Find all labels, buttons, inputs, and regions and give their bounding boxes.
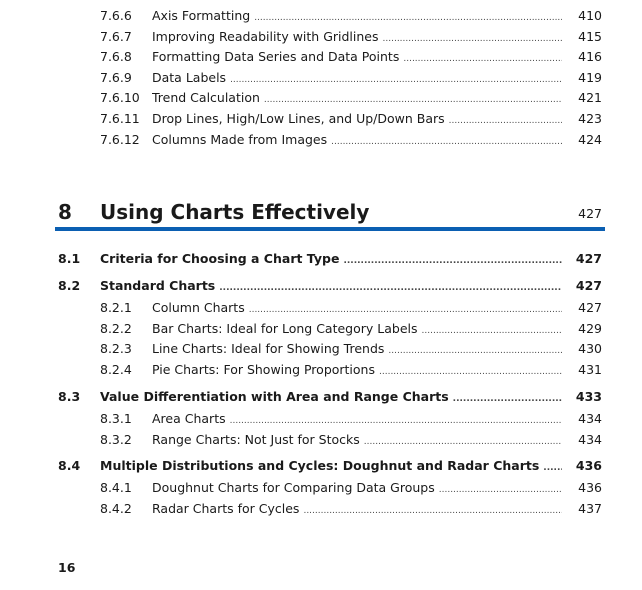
- entry-number: 8.1: [58, 251, 81, 266]
- entry-title-text: Area Charts: [152, 411, 226, 426]
- toc-subsection-entry[interactable]: [0, 109, 642, 129]
- toc-subsection-entry[interactable]: [0, 360, 642, 380]
- toc-subsection-entry[interactable]: [0, 409, 642, 429]
- entry-title: [152, 6, 562, 28]
- toc-section-entry[interactable]: [0, 387, 642, 407]
- entry-title: [152, 409, 562, 431]
- entry-title: [100, 387, 562, 409]
- toc-subsection-entry[interactable]: [0, 319, 642, 339]
- entry-number: 8.4.2: [100, 500, 132, 516]
- entry-title-text: Columns Made from Images: [152, 131, 328, 147]
- entry-page: 410: [578, 8, 602, 23]
- entry-title: [152, 298, 562, 320]
- entry-page: 433: [575, 389, 602, 404]
- dot-leader: [422, 319, 562, 341]
- dot-leader: [303, 499, 562, 521]
- dot-leader: [249, 298, 562, 320]
- entry-title: [152, 109, 562, 131]
- entry-number: 7.6.6: [100, 8, 132, 23]
- dot-leader: [449, 109, 562, 131]
- entry-number: 8.3: [58, 389, 81, 404]
- entry-title: [152, 360, 562, 382]
- entry-number: 8.2.1: [100, 300, 132, 315]
- entry-title-text: Data Labels: [152, 69, 227, 85]
- entry-title: [100, 456, 562, 478]
- toc-subsection-entry[interactable]: [0, 130, 642, 150]
- entry-title: [152, 47, 562, 69]
- entry-title-text: Criteria for Choosing a Chart Type: [100, 251, 340, 266]
- toc-section-entry[interactable]: [0, 249, 642, 269]
- entry-title-text: Line Charts: Ideal for Showing Trends: [152, 341, 385, 357]
- entry-title-text: Drop Lines, High/Low Lines, and Up/Down Bars: [152, 111, 445, 126]
- entry-title-text: Column Charts: [152, 300, 245, 315]
- chapter-page: 427: [578, 206, 602, 221]
- dot-leader: [343, 249, 562, 271]
- entry-page: 437: [578, 500, 602, 516]
- toc-subsection-entry[interactable]: [0, 339, 642, 359]
- entry-title-text: Axis Formatting: [152, 8, 251, 23]
- dot-leader: [230, 409, 562, 431]
- dot-leader: [439, 478, 562, 500]
- dot-leader: [230, 68, 562, 90]
- entry-title-text: Multiple Distributions and Cycles: Doughnut and Radar Charts: [100, 458, 540, 473]
- entry-page: 416: [578, 49, 602, 65]
- entry-number: 8.2.3: [100, 341, 132, 357]
- entry-page: 424: [578, 131, 602, 147]
- dot-leader: [379, 360, 562, 382]
- entry-title-text: Standard Charts: [100, 278, 216, 293]
- entry-number: 8.2: [58, 278, 81, 293]
- entry-number: 7.6.8: [100, 49, 132, 65]
- entry-page: 430: [578, 341, 602, 357]
- entry-title: [152, 499, 562, 521]
- entry-title: [152, 88, 562, 110]
- entry-title: [152, 27, 562, 49]
- entry-number: 8.3.1: [100, 411, 132, 426]
- dot-leader: [453, 387, 562, 409]
- dot-leader: [254, 6, 562, 28]
- toc-section-entry[interactable]: [0, 276, 642, 296]
- dot-leader: [364, 430, 562, 452]
- entry-title: [100, 249, 562, 271]
- entry-title-text: Doughnut Charts for Comparing Data Groups: [152, 480, 435, 495]
- entry-number: 7.6.12: [100, 131, 140, 147]
- entry-title: [152, 478, 562, 500]
- toc-subsection-entry[interactable]: [0, 27, 642, 47]
- entry-page: 429: [578, 320, 602, 336]
- entry-number: 8.2.4: [100, 362, 132, 378]
- entry-title: [152, 319, 562, 341]
- entry-number: 7.6.9: [100, 69, 132, 85]
- toc-subsection-entry[interactable]: [0, 478, 642, 498]
- entry-number: 7.6.11: [100, 111, 140, 126]
- toc-subsection-entry[interactable]: [0, 68, 642, 88]
- toc-subsection-entry[interactable]: [0, 6, 642, 26]
- entry-title-text: Value Differentiation with Area and Range Charts: [100, 389, 449, 404]
- dot-leader: [331, 130, 562, 152]
- entry-page: 431: [578, 362, 602, 378]
- toc-section-entry[interactable]: [0, 456, 642, 476]
- chapter-rule: [55, 227, 605, 231]
- entry-number: 8.4.1: [100, 480, 132, 495]
- entry-page: 415: [578, 28, 602, 44]
- entry-page: 436: [578, 480, 602, 495]
- entry-title-text: Range Charts: Not Just for Stocks: [152, 431, 360, 447]
- entry-page: 436: [575, 458, 602, 473]
- dot-leader: [264, 88, 562, 110]
- entry-page: 434: [578, 431, 602, 447]
- entry-number: 8.3.2: [100, 431, 132, 447]
- entry-page: 427: [578, 300, 602, 315]
- entry-title-text: Pie Charts: For Showing Proportions: [152, 362, 375, 378]
- entry-title-text: Improving Readability with Gridlines: [152, 28, 379, 44]
- dot-leader: [403, 47, 562, 69]
- dot-leader: [383, 27, 562, 49]
- toc-subsection-entry[interactable]: [0, 298, 642, 318]
- toc-subsection-entry[interactable]: [0, 499, 642, 519]
- entry-title: [152, 68, 562, 90]
- entry-number: 7.6.7: [100, 28, 132, 44]
- toc-subsection-entry[interactable]: [0, 47, 642, 67]
- entry-title-text: Bar Charts: Ideal for Long Category Labels: [152, 320, 418, 336]
- chapter-number: 8: [58, 200, 72, 224]
- entry-title-text: Trend Calculation: [152, 90, 260, 106]
- dot-leader: [543, 456, 562, 478]
- dot-leader: [388, 339, 562, 361]
- entry-title-text: Formatting Data Series and Data Points: [152, 49, 400, 65]
- chapter-heading: [0, 200, 642, 226]
- chapter-title: Using Charts Effectively: [100, 200, 370, 224]
- page-number: 16: [58, 560, 76, 575]
- entry-page: 423: [578, 111, 602, 126]
- toc-subsection-entry[interactable]: [0, 430, 642, 450]
- entry-title: [152, 130, 562, 152]
- entry-title-text: Radar Charts for Cycles: [152, 500, 300, 516]
- entry-page: 419: [578, 69, 602, 85]
- toc-subsection-entry[interactable]: [0, 88, 642, 108]
- entry-title: [100, 276, 562, 298]
- entry-page: 434: [578, 411, 602, 426]
- entry-page: 421: [578, 90, 602, 106]
- entry-number: 8.4: [58, 458, 81, 473]
- entry-page: 427: [575, 251, 602, 266]
- entry-title: [152, 339, 562, 361]
- entry-number: 7.6.10: [100, 90, 140, 106]
- entry-page: 427: [575, 278, 602, 293]
- dot-leader: [219, 276, 562, 298]
- entry-number: 8.2.2: [100, 320, 132, 336]
- entry-title: [152, 430, 562, 452]
